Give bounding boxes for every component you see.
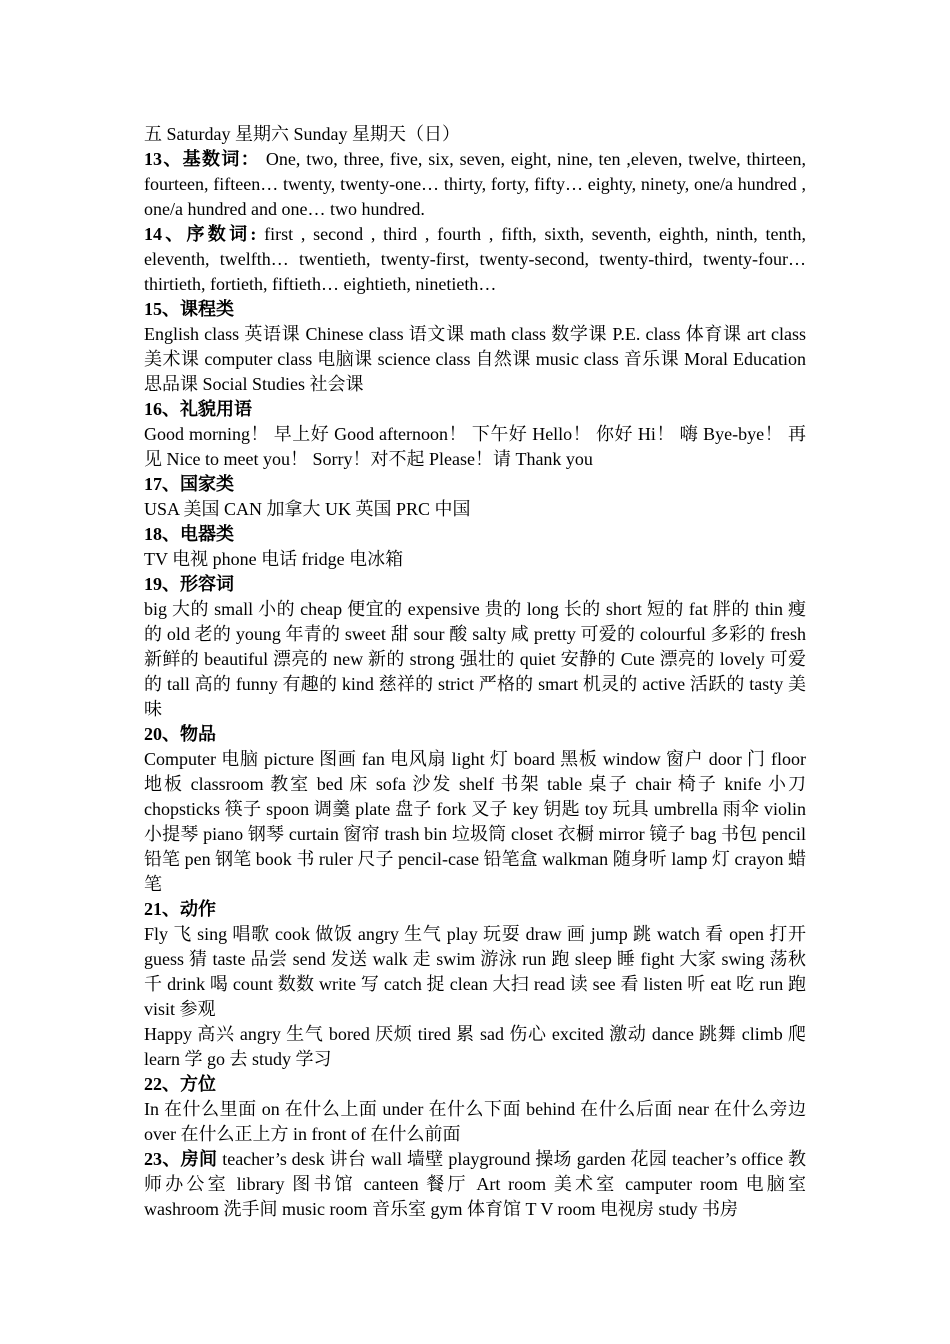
section-text: In 在什么里面 on 在什么上面 under 在什么下面 behind 在什么后面 near 在什么旁边 over 在什么正上方 in front of 在什么前面 xyxy=(144,1099,806,1144)
section-heading: 18、电器类 xyxy=(144,524,234,544)
section-text: first , second , third , fourth , fifth, sixth, seventh, eighth, ninth, tenth, eleventh, twelfth… twentieth, twenty-first, twenty-second, twenty-third, twenty-four…thirtieth, fortieth, fiftieth… eightieth, ninetieth… xyxy=(144,224,806,294)
section-23 xyxy=(144,1147,806,1222)
section-heading: 19、形容词 xyxy=(144,574,234,594)
section-text: TV 电视 phone 电话 fridge 电冰箱 xyxy=(144,549,404,569)
section-14 xyxy=(144,222,806,297)
document-page xyxy=(144,122,806,1222)
section-text: English class 英语课 Chinese class 语文课 math class 数学课 P.E. class 体育课 art class 美术课 computer class 电脑课 science class 自然课 music class 音乐课 Moral Education 思品课 Social Studies 社会课 xyxy=(144,324,806,394)
intro-line: 五 Saturday 星期六 Sunday 星期天（日） xyxy=(144,124,460,144)
section-text: One, two, three, five, six, seven, eight, nine, ten ,eleven, twelve, thirteen, fourteen, fifteen… twenty, twenty-one… thirty, forty, fifty… eighty, ninety, one/a hundred , one/a hundred and one… two hundred. xyxy=(144,149,806,219)
section-heading: 21、动作 xyxy=(144,899,216,919)
section-text: Fly 飞 sing 唱歌 cook 做饭 angry 生气 play 玩耍 draw 画 jump 跳 watch 看 open 打开 guess 猜 taste 品尝 send 发送 walk 走 swim 游泳 run 跑 sleep 睡 fight 大家 swing 荡秋千 drink 喝 count 数数 write 写 catch 捉 clean 大扫 read 读 see 看 listen 听 eat 吃 run 跑 visit 参观 xyxy=(144,924,806,1019)
section-heading: 17、国家类 xyxy=(144,474,234,494)
section-heading: 22、方位 xyxy=(144,1074,216,1094)
section-heading: 23、房间 xyxy=(144,1149,218,1169)
section-heading: 15、课程类 xyxy=(144,299,234,319)
section-heading: 16、礼貌用语 xyxy=(144,399,252,419)
section-text: Good morning！ 早上好 Good afternoon！ 下午好 Hello！ 你好 Hi！ 嗨 Bye-bye！ 再见 Nice to meet you！ Sorry！对不起 Please！请 Thank you xyxy=(144,424,806,469)
section-heading: 13、基数词： xyxy=(144,149,261,169)
section-text: teacher’s desk 讲台 wall 墙壁 playground 操场 garden 花园 teacher’s office 教师办公室 library 图书馆 canteen 餐厅 Art room 美术室 camputer room 电脑室 washroom 洗手间 music room 音乐室 gym 体育馆 T V room 电视房 study 书房 xyxy=(144,1149,806,1219)
section-text-continued: Happy 高兴 angry 生气 bored 厌烦 tired 累 sad 伤心 excited 激动 dance 跳舞 climb 爬 learn 学 go 去 study 学习 xyxy=(144,1024,806,1069)
section-13 xyxy=(144,147,806,222)
section-text: big 大的 small 小的 cheap 便宜的 expensive 贵的 long 长的 short 短的 fat 胖的 thin 瘦的 old 老的 young 年青的 sweet 甜 sour 酸 salty 咸 pretty 可爱的 colourful 多彩的 fresh 新鲜的 beautiful 漂亮的 new 新的 strong 强壮的 quiet 安静的 Cute 漂亮的 lovely 可爱的 tall 高的 funny 有趣的 kind 慈祥的 strict 严格的 smart 机灵的 active 活跃的 tasty 美味 xyxy=(144,599,806,719)
section-heading: 20、物品 xyxy=(144,724,216,744)
section-text: Computer 电脑 picture 图画 fan 电风扇 light 灯 board 黑板 window 窗户 door 门 floor 地板 classroom 教室 bed 床 sofa 沙发 shelf 书架 table 桌子 chair 椅子 knife 小刀 chopsticks 筷子 spoon 调羹 plate 盘子 fork 叉子 key 钥匙 toy 玩具 umbrella 雨伞 violin 小提琴 piano 钢琴 curtain 窗帘 trash bin 垃圾筒 closet 衣橱 mirror 镜子 bag 书包 pencil 铅笔 pen 钢笔 book 书 ruler 尺子 pencil-case 铅笔盒 walkman 随身听 lamp 灯 crayon 蜡笔 xyxy=(144,749,806,894)
section-heading: 14、序数词: xyxy=(144,224,257,244)
section-text: USA 美国 CAN 加拿大 UK 英国 PRC 中国 xyxy=(144,499,471,519)
